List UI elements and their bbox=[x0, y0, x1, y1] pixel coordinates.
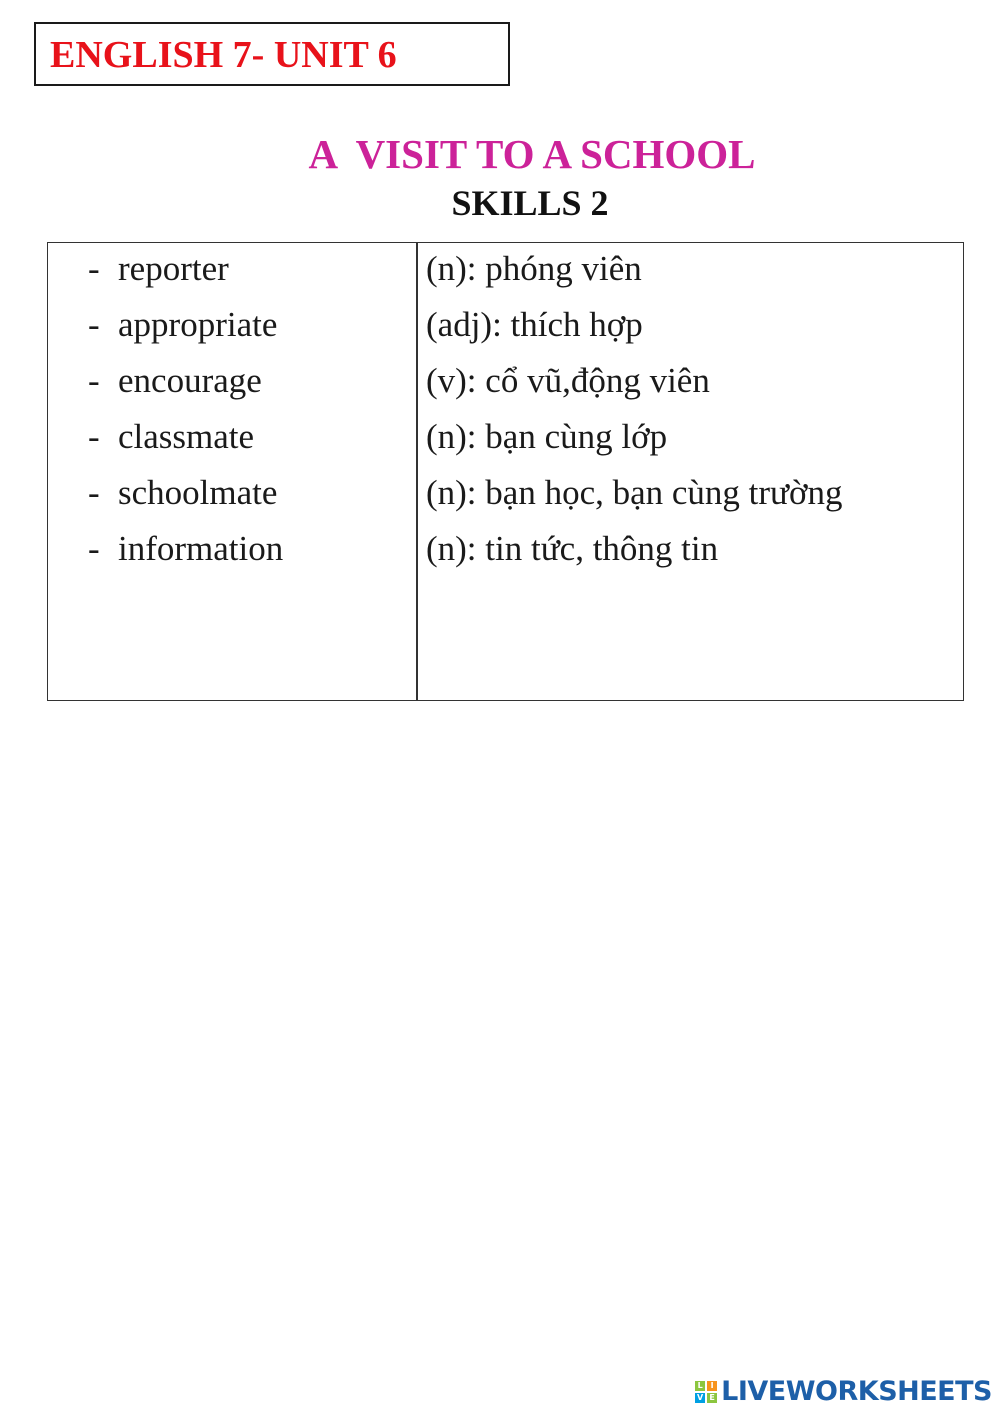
list-marker: - bbox=[88, 249, 100, 288]
column-divider bbox=[416, 243, 418, 700]
list-marker: - bbox=[88, 305, 100, 344]
vocab-term: information bbox=[118, 529, 284, 568]
vocab-term-row bbox=[88, 249, 229, 305]
vocab-definition: (adj): thích hợp bbox=[426, 305, 643, 344]
logo-cell: E bbox=[707, 1393, 717, 1403]
vocab-term-row bbox=[88, 473, 277, 529]
vocab-term: schoolmate bbox=[118, 473, 278, 512]
list-marker: - bbox=[88, 473, 100, 512]
logo-cell: L bbox=[695, 1381, 705, 1391]
vocab-term: reporter bbox=[118, 249, 229, 288]
liveworksheets-logo bbox=[695, 1376, 992, 1407]
list-marker: - bbox=[88, 417, 100, 456]
vocab-definition: (n): bạn cùng lớp bbox=[426, 417, 668, 456]
list-marker: - bbox=[88, 361, 100, 400]
lesson-title: A VISIT TO A SCHOOL bbox=[308, 131, 756, 177]
lesson-subtitle: SKILLS 2 bbox=[451, 183, 609, 223]
vocab-definition: (n): bạn học, bạn cùng trường bbox=[426, 473, 843, 512]
vocab-term: encourage bbox=[118, 361, 262, 400]
vocab-definition: (n): tin tức, thông tin bbox=[426, 529, 719, 568]
logo-text: LIVEWORKSHEETS bbox=[721, 1376, 992, 1407]
vocab-term-row bbox=[88, 305, 277, 361]
vocab-term: classmate bbox=[118, 417, 255, 456]
list-marker: - bbox=[88, 529, 100, 568]
unit-title: ENGLISH 7- UNIT 6 bbox=[50, 34, 397, 76]
vocabulary-table bbox=[47, 242, 964, 701]
logo-cell: I bbox=[707, 1381, 717, 1391]
liveworksheets-icon bbox=[695, 1381, 717, 1403]
vocab-definition: (v): cổ vũ,động viên bbox=[426, 361, 710, 400]
vocab-definition: (n): phóng viên bbox=[426, 249, 642, 288]
vocab-term-row bbox=[88, 361, 262, 417]
vocab-term-row bbox=[88, 529, 283, 585]
unit-title-box bbox=[34, 22, 510, 86]
vocab-term: appropriate bbox=[118, 305, 278, 344]
vocab-term-row bbox=[88, 417, 254, 473]
logo-cell: V bbox=[697, 1392, 704, 1402]
